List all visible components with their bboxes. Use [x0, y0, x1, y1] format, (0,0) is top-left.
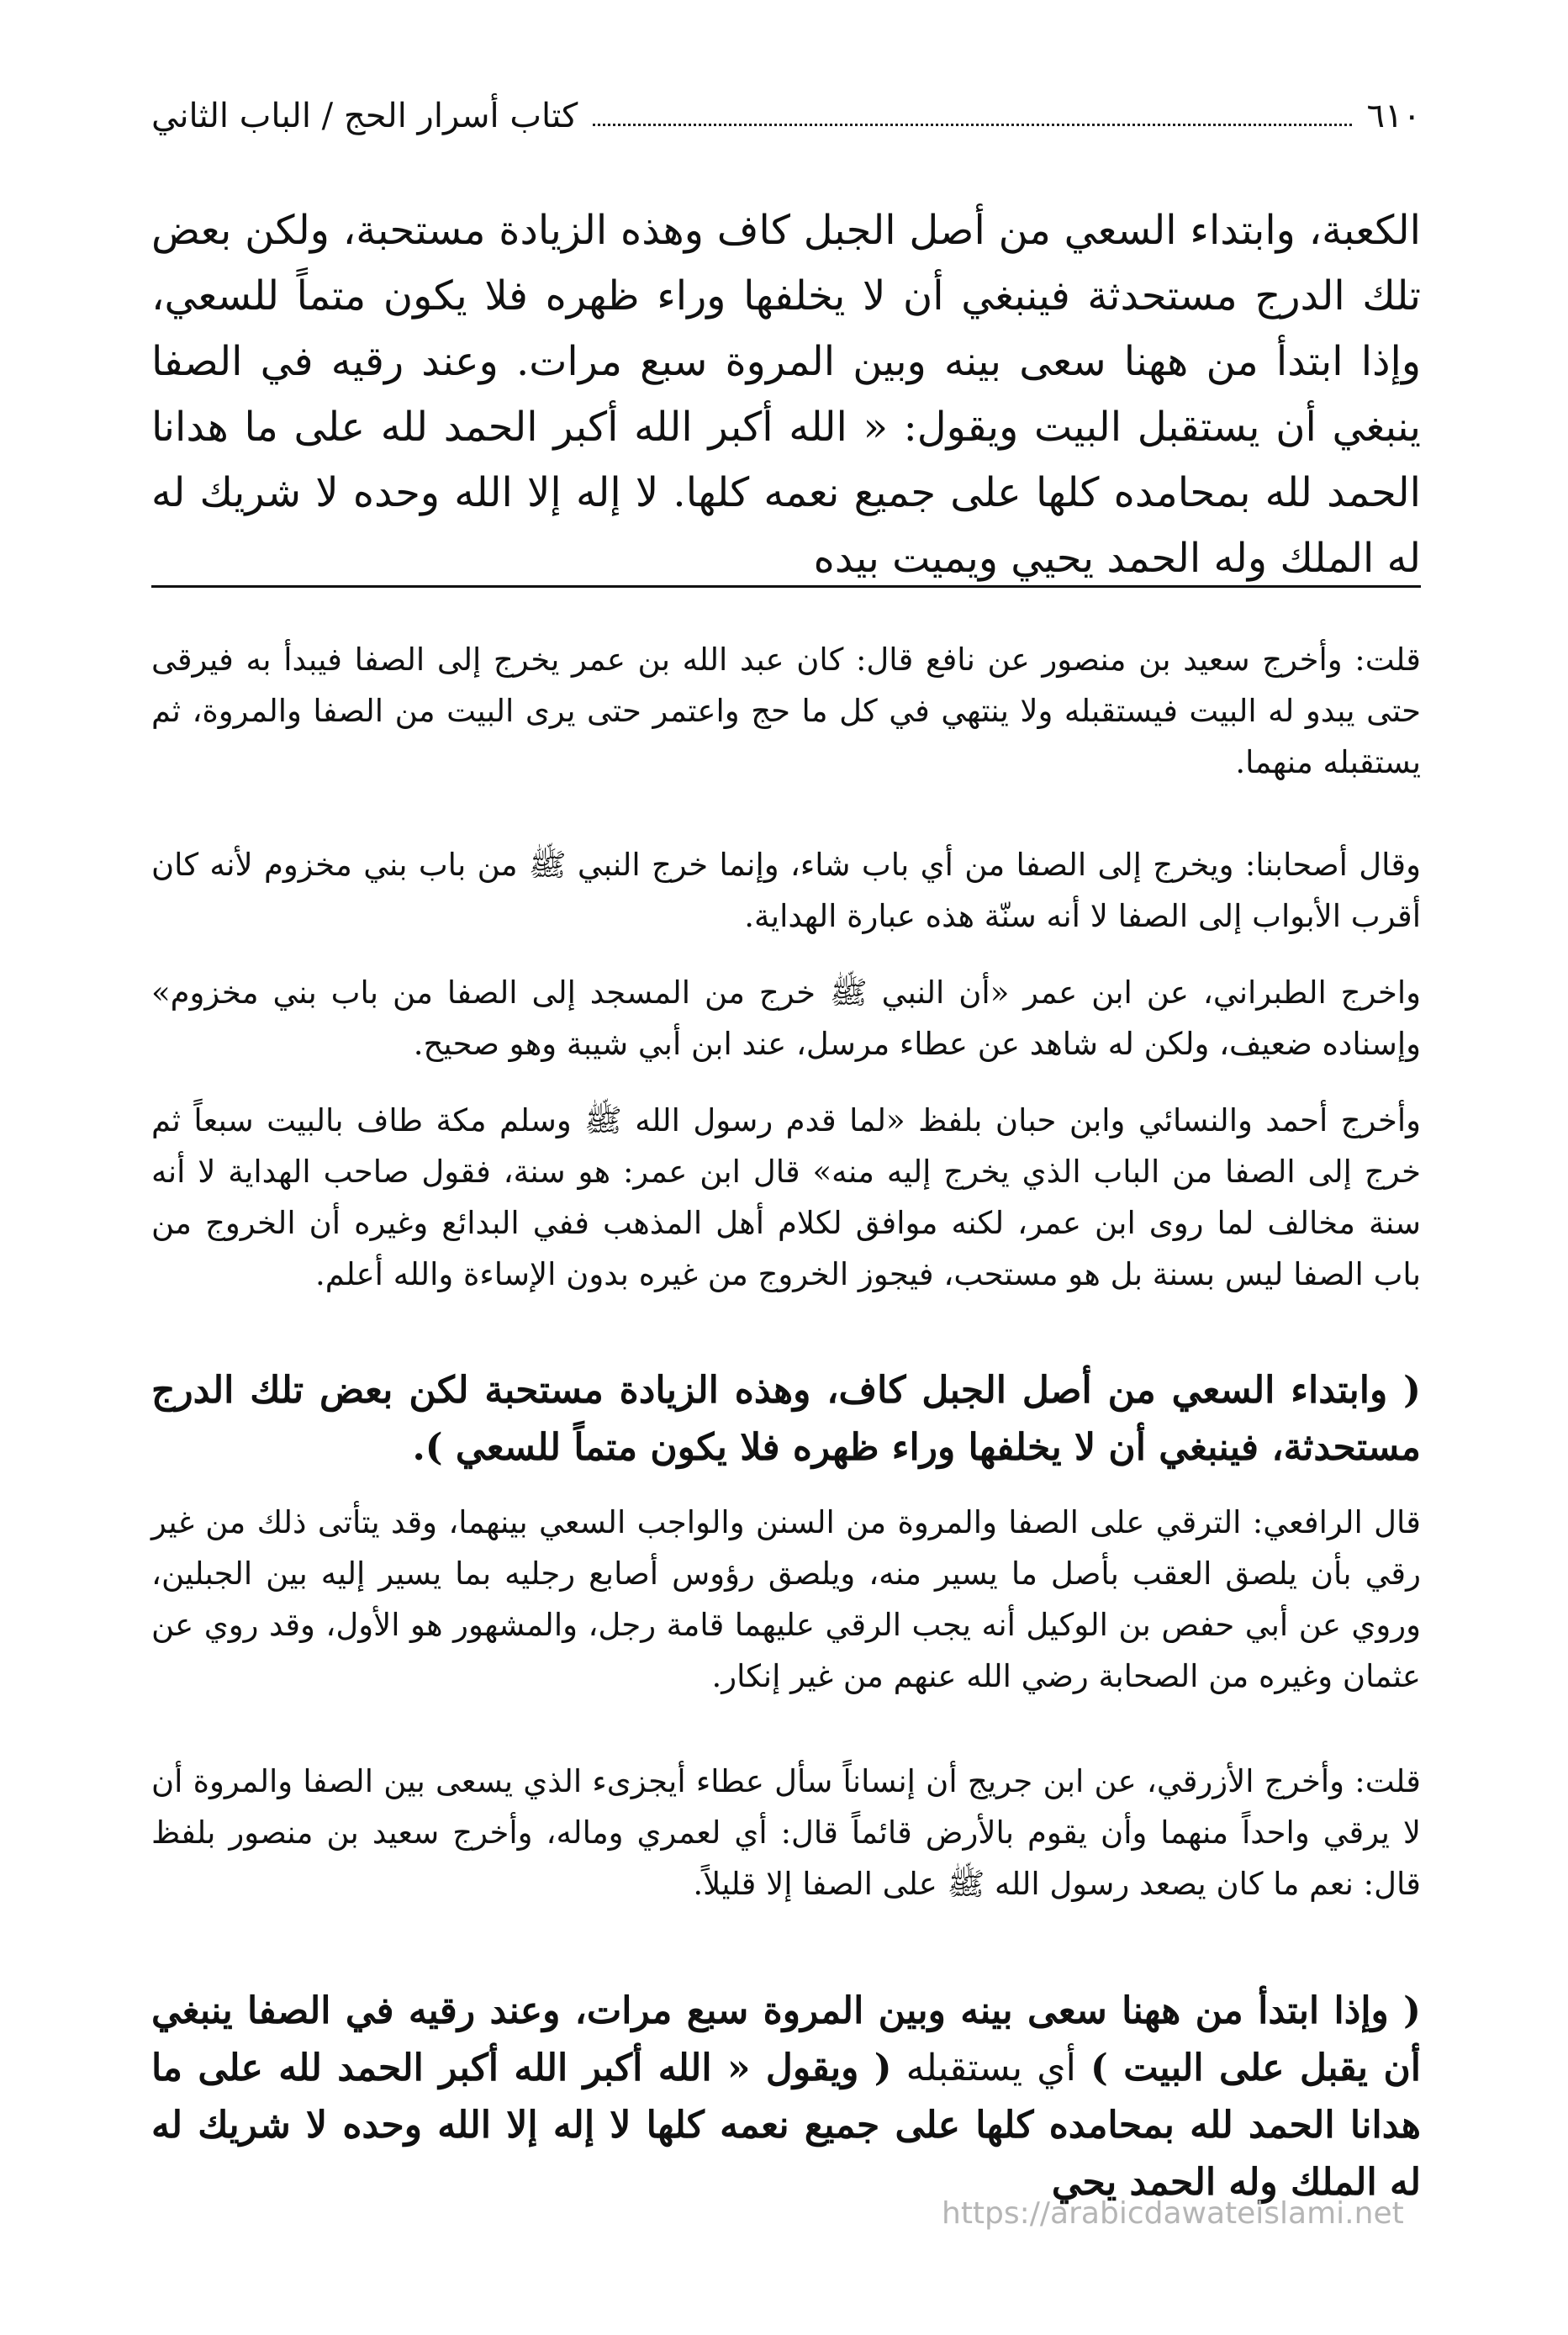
commentary-quote-start: ( وإذا ابتدأ من ههنا سعى بينه وبين المروة سبع مرات، وعند رقيه في الصفا ينبغي أن يقبل على البيت ): [151, 1989, 1422, 2089]
footnote-paragraph-3: [151, 967, 1421, 1070]
main-text: الكعبة، وابتداء السعي من أصل الجبل كاف وهذه الزيادة مستحبة، ولكن بعض تلك الدرج مستحدثة فينبغي أن لا يخلفها وراء ظهره فلا يكون متماً للسعي، وإذا ابتدأ من ههنا سعى بينه وبين المروة سبع مرات. وعند رقيه في الصفا ينبغي أن يستقبل البيت ويقول: « الله أكبر الله أكبر الحمد لله على ما هدانا الحمد لله بمحامده كلها على جميع نعمه كلها. لا إله إلا الله وحده لا شريك له له الملك وله الحمد يحيي ويميت بيده: [151, 207, 1422, 582]
footnote-text: قال الرافعي: الترقي على الصفا والمروة من السنن والواجب السعي بينهما، وقد يتأتى ذلك من غير رقي بأن يلصق العقب بأصل ما يسير منه، ويلصق رؤوس أصابع رجليه بما يسير إليه بين الجبلين، وروي عن أبي حفص بن الوكيل أنه يجب الرقي عليهما قامة رجل، والمشهور هو الأول، وقد روي عن عثمان وغيره من الصحابة رضي الله عنهم من غير إنكار.: [151, 1504, 1421, 1694]
footnote-paragraph-1: [151, 634, 1421, 788]
header-dotted-leader: [593, 124, 1351, 126]
header-title: كتاب أسرار الحج / الباب الثاني: [151, 97, 578, 135]
footnote-paragraph-6: [151, 1756, 1421, 1910]
footnote-text: وأخرج أحمد والنسائي وابن حبان بلفظ «لما قدم رسول الله ﷺ وسلم مكة طاف بالبيت سبعاً ثم خرج إلى الصفا من الباب الذي يخرج إليه منه» قال ابن عمر: هو سنة، فقول صاحب الهداية لا أنه سنة مخالف لما روى ابن عمر، لكنه موافق لكلام أهل المذهب ففي البدائع وغيره أن الخروج من باب الصفا ليس بسنة بل هو مستحب، فيجوز الخروج من غيره بدون الإساءة والله أعلم.: [151, 1102, 1421, 1292]
footnote-paragraph-5: [151, 1497, 1421, 1702]
running-header: [151, 91, 1421, 141]
commentary-gloss: أي يستقبله: [891, 2047, 1090, 2089]
watermark-url: https://arabicdawateislami.net: [942, 2196, 1404, 2231]
commentary-heading-1: [151, 1362, 1421, 1477]
commentary-quote: ( وابتداء السعي من أصل الجبل كاف، وهذه الزيادة مستحبة لكن بعض تلك الدرج مستحدثة، فينبغي أن لا يخلفها وراء ظهره فلا يكون متماً للسعي ).: [151, 1369, 1421, 1469]
page-number: ٦١٠: [1366, 97, 1421, 135]
footnote-paragraph-2: [151, 839, 1421, 942]
footnote-text: واخرج الطبراني، عن ابن عمر «أن النبي ﷺ خرج من المسجد إلى الصفا من باب بني مخزوم» وإسناده ضعيف، ولكن له شاهد عن عطاء مرسل، عند ابن أبي شيبة وهو صحيح.: [151, 975, 1421, 1062]
commentary-heading-2: [151, 1983, 1421, 2211]
footnote-text: وقال أصحابنا: ويخرج إلى الصفا من أي باب شاء، وإنما خرج النبي ﷺ من باب بني مخزوم لأنه كان أقرب الأبواب إلى الصفا لا أنه سنّة هذه عبارة الهداية.: [151, 847, 1421, 934]
footnote-text: قلت: وأخرج سعيد بن منصور عن نافع قال: كان عبد الله بن عمر يخرج إلى الصفا فيبدأ به فيرقى حتى يبدو له البيت فيستقبله ولا ينتهي في كل ما حج واعتمر حتى يرى البيت من الصفا والمروة، ثم يستقبله منهما.: [151, 642, 1421, 780]
footnote-separator: [151, 585, 1421, 588]
footnote-paragraph-4: [151, 1095, 1421, 1300]
commentary-quote-end: ( ويقول « الله أكبر الله أكبر الحمد لله على ما هدانا الحمد لله بمحامده كلها على جميع نعمه كلها لا إله إلا الله وحده لا شريك له له الملك وله الحمد يحي: [151, 2047, 1421, 2204]
footnote-text: قلت: وأخرج الأزرقي، عن ابن جريج أن إنساناً سأل عطاء أيجزىء الذي يسعى بين الصفا والمروة أن لا يرقي واحداً منهما وأن يقوم بالأرض قائماً قال: أي لعمري وماله، وأخرج سعيد بن منصور بلفظ قال: نعم ما كان يصعد رسول الله ﷺ على الصفا إلا قليلاً.: [151, 1763, 1421, 1902]
